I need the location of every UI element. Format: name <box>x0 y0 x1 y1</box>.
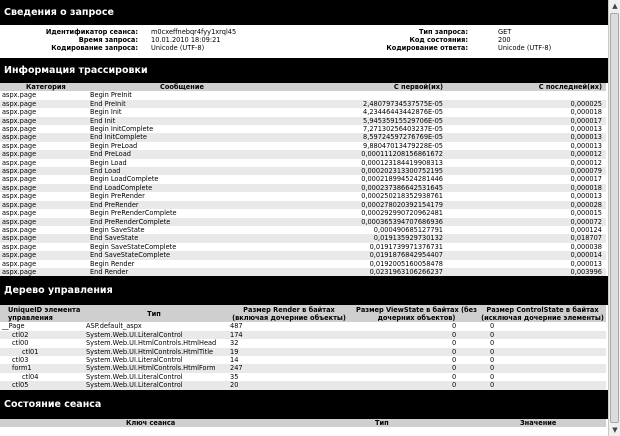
control-row <box>0 356 606 364</box>
trace-message: Begin Init <box>90 108 122 117</box>
ctrl-render-size: 174 <box>224 331 354 339</box>
trace-row <box>0 209 606 217</box>
trace-from-first: 0,0231963106266237 <box>283 268 447 276</box>
control-row <box>0 339 606 347</box>
request-row <box>0 44 608 52</box>
trace-from-first: 0,0192005160058478 <box>369 259 443 268</box>
trace-message: End SaveStateComplete <box>88 251 283 259</box>
trace-from-first: 0,000123184419908313 <box>361 158 443 167</box>
trace-from-last: 0,003996 <box>447 268 606 276</box>
trace-row <box>0 234 606 242</box>
trace-row <box>0 251 606 259</box>
trace-row <box>0 142 606 150</box>
ctrl-render-size: 247 <box>224 364 354 372</box>
trace-category: aspx.page <box>2 175 37 184</box>
trace-category: aspx.page <box>2 209 37 218</box>
request-details-header: Сведения о запросе <box>0 0 608 25</box>
trace-row <box>0 108 606 116</box>
control-tree-table <box>0 305 606 389</box>
trace-category: aspx.page <box>0 251 88 259</box>
trace-from-first: 0,000278020392154179 <box>283 201 447 209</box>
request-type-value: GET <box>498 28 512 36</box>
trace-message: End PreInit <box>88 100 283 108</box>
ctrl-render-size: 20 <box>224 381 354 389</box>
trace-from-first: 0,000250218352938761 <box>361 192 443 201</box>
trace-category: aspx.page <box>2 91 37 100</box>
trace-row <box>0 218 606 226</box>
trace-col-category: Категория <box>0 83 88 91</box>
trace-from-first: 0,0191876842954407 <box>283 251 447 259</box>
ctrl-controlstate-size: 0 <box>490 339 495 348</box>
ctrl-col-uniqueid: UniqueID элемента управления <box>0 305 84 322</box>
trace-category: aspx.page <box>0 133 88 141</box>
ctrl-controlstate-size: 0 <box>479 364 606 372</box>
session-col-type: Тип <box>235 419 410 427</box>
trace-from-last <box>447 91 606 99</box>
trace-category: aspx.page <box>0 234 88 242</box>
trace-category: aspx.page <box>2 125 37 134</box>
ctrl-viewstate-size: 0 <box>452 339 457 348</box>
trace-from-first: 0,000218994524281446 <box>361 175 443 184</box>
ctrl-col-viewstate-size: Размер ViewState в байтах (без дочерних объектов) <box>354 305 479 322</box>
trace-from-first: 9,88047013479228E-05 <box>363 141 443 150</box>
ctrl-controlstate-size: 0 <box>490 372 495 381</box>
control-row <box>0 348 606 356</box>
request-encoding-label: Кодирование запроса: <box>51 44 138 53</box>
trace-row <box>0 125 606 133</box>
ctrl-type: System.Web.UI.HtmlControls.HtmlHead <box>86 339 217 348</box>
ctrl-uniqueid: ctl04 <box>22 372 39 381</box>
ctrl-uniqueid: ctl00 <box>12 339 29 348</box>
trace-from-first: 0,0191739971376731 <box>369 242 443 251</box>
trace-category: aspx.page <box>0 268 88 276</box>
trace-from-first: 7,27130256403237E-05 <box>363 125 443 134</box>
ctrl-controlstate-size: 0 <box>490 355 495 364</box>
ctrl-col-render-size: Размер Render в байтах (включая дочерние объекты) <box>224 305 354 322</box>
trace-from-last: 0,000017 <box>447 117 606 125</box>
ctrl-render-size: 487 <box>230 322 243 331</box>
session-id-label: Идентификатор сеанса: <box>45 28 138 36</box>
trace-info-header: Информация трассировки <box>0 58 608 83</box>
trace-from-first: 2,48079734537575E-05 <box>283 100 447 108</box>
trace-col-from-first: С первой(их) <box>283 83 447 91</box>
trace-from-first: 0,000490685127791 <box>373 225 443 234</box>
trace-row <box>0 192 606 200</box>
trace-row <box>0 175 606 183</box>
trace-message: Begin PreRenderComplete <box>90 209 177 218</box>
ctrl-type: ASP.default_aspx <box>86 322 142 331</box>
trace-message: Begin SaveState <box>90 225 145 234</box>
trace-from-first: 0,000202313300752195 <box>283 167 447 175</box>
trace-message: End Render <box>88 268 283 276</box>
ctrl-render-size: 19 <box>224 348 354 356</box>
trace-category: aspx.page <box>0 184 88 192</box>
ctrl-uniqueid: ctl05 <box>0 381 84 389</box>
request-row <box>0 36 608 44</box>
request-time-label: Время запроса: <box>78 36 138 45</box>
ctrl-controlstate-size: 0 <box>479 381 606 389</box>
trace-message: End Init <box>88 117 283 125</box>
vertical-scrollbar[interactable] <box>608 0 620 436</box>
trace-col-message: Сообщение <box>88 83 283 91</box>
ctrl-type: System.Web.UI.HtmlControls.HtmlForm <box>84 364 224 372</box>
ctrl-viewstate-size: 0 <box>354 331 479 339</box>
response-encoding-value: Unicode (UTF-8) <box>498 44 552 53</box>
control-row <box>0 322 606 330</box>
trace-from-first: 4,23446443442876E-05 <box>363 108 443 117</box>
trace-from-last: 0,000079 <box>447 167 606 175</box>
ctrl-viewstate-size: 0 <box>354 381 479 389</box>
trace-from-first: 0,019135929730132 <box>283 234 447 242</box>
trace-message: End PreRender <box>88 201 283 209</box>
trace-message: End InitComplete <box>88 133 283 141</box>
request-type-label: Тип запроса: <box>418 28 468 36</box>
trace-message: End Load <box>88 167 283 175</box>
trace-table <box>0 83 606 276</box>
trace-from-first <box>283 91 447 99</box>
trace-from-first: 0,000111208156861672 <box>283 150 447 158</box>
trace-message: End SaveState <box>88 234 283 242</box>
control-row <box>0 381 606 389</box>
trace-message: Begin InitComplete <box>90 125 154 134</box>
trace-category: aspx.page <box>0 218 88 226</box>
trace-message: Begin PreRender <box>90 192 145 201</box>
scrollbar-thumb[interactable] <box>610 13 619 423</box>
trace-row <box>0 100 606 108</box>
ctrl-viewstate-size: 0 <box>452 372 457 381</box>
trace-from-last: 0,000012 <box>570 158 602 167</box>
trace-category: aspx.page <box>0 150 88 158</box>
ctrl-controlstate-size: 0 <box>490 322 495 331</box>
trace-from-first: 8,59724597276769E-05 <box>283 133 447 141</box>
trace-from-last: 0,000124 <box>570 225 602 234</box>
trace-message: Begin Render <box>90 259 135 268</box>
trace-from-last: 0,000038 <box>570 242 602 251</box>
trace-category: aspx.page <box>0 201 88 209</box>
ctrl-viewstate-size: 0 <box>452 322 457 331</box>
session-id-value: m0cxeffnebqr4fyy1xrql45 <box>151 28 237 36</box>
trace-row <box>0 133 606 141</box>
trace-from-last: 0,000018 <box>447 184 606 192</box>
control-row <box>0 373 606 381</box>
ctrl-render-size: 14 <box>230 355 239 364</box>
trace-from-last: 0,000072 <box>447 218 606 226</box>
trace-category: aspx.page <box>2 141 37 150</box>
request-time-value: 10.01.2010 18:09:21 <box>151 36 221 45</box>
trace-from-last: 0,000013 <box>447 133 606 141</box>
ctrl-uniqueid: ctl01 <box>0 348 84 356</box>
trace-from-last: 0,000014 <box>447 251 606 259</box>
trace-row <box>0 167 606 175</box>
scroll-down-arrow-icon[interactable]: ▼ <box>612 426 618 434</box>
trace-row <box>0 260 606 268</box>
trace-from-first: 0,000237386642531645 <box>283 184 447 192</box>
ctrl-uniqueid: ctl02 <box>0 331 84 339</box>
session-state-header: Состояние сеанса <box>0 390 608 419</box>
request-details <box>0 25 608 58</box>
trace-message: End LoadComplete <box>88 184 283 192</box>
ctrl-viewstate-size: 0 <box>354 348 479 356</box>
trace-category: aspx.page <box>2 242 37 251</box>
request-encoding-value: Unicode (UTF-8) <box>151 44 205 53</box>
trace-category: aspx.page <box>2 158 37 167</box>
trace-from-first: 5,94535915529706E-05 <box>283 117 447 125</box>
control-row <box>0 364 606 372</box>
trace-row <box>0 184 606 192</box>
ctrl-type: System.Web.UI.LiteralControl <box>86 355 183 364</box>
control-row <box>0 331 606 339</box>
trace-category: aspx.page <box>2 108 37 117</box>
trace-row <box>0 226 606 234</box>
trace-from-last: 0,000025 <box>447 100 606 108</box>
trace-row <box>0 117 606 125</box>
trace-from-first: 0,000365394707686936 <box>283 218 447 226</box>
trace-row <box>0 159 606 167</box>
ctrl-viewstate-size: 0 <box>354 364 479 372</box>
trace-row <box>0 91 606 99</box>
trace-category: aspx.page <box>2 225 37 234</box>
ctrl-render-size: 32 <box>230 339 239 348</box>
trace-from-last: 0,000018 <box>570 108 602 117</box>
trace-category: aspx.page <box>2 192 37 201</box>
status-code-label: Код состояния: <box>409 36 468 45</box>
trace-from-last: 0,000028 <box>447 201 606 209</box>
trace-from-last: 0,000017 <box>570 175 602 184</box>
ctrl-type: System.Web.UI.LiteralControl <box>84 331 224 339</box>
trace-message: Begin PreInit <box>90 91 132 100</box>
trace-from-last: 0,000013 <box>570 125 602 134</box>
ctrl-controlstate-size: 0 <box>479 348 606 356</box>
trace-from-last: 0,000013 <box>570 259 602 268</box>
trace-row <box>0 243 606 251</box>
trace-from-last: 0,018707 <box>447 234 606 242</box>
session-col-value: Значение <box>410 419 606 427</box>
response-encoding-label: Кодирование ответа: <box>386 44 468 53</box>
ctrl-controlstate-size: 0 <box>479 331 606 339</box>
trace-message: Begin SaveStateComplete <box>90 242 177 251</box>
trace-message: Begin Load <box>90 158 127 167</box>
request-row <box>0 28 608 36</box>
trace-message: Begin LoadComplete <box>90 175 159 184</box>
ctrl-type: System.Web.UI.LiteralControl <box>86 372 183 381</box>
trace-row <box>0 201 606 209</box>
ctrl-uniqueid: __Page <box>2 322 25 331</box>
ctrl-uniqueid: form1 <box>0 364 84 372</box>
control-tree-header: Дерево управления <box>0 276 608 305</box>
ctrl-col-type: Тип <box>84 305 224 322</box>
ctrl-type: System.Web.UI.HtmlControls.HtmlTitle <box>84 348 224 356</box>
trace-category: aspx.page <box>2 259 37 268</box>
trace-row <box>0 268 606 276</box>
trace-category: aspx.page <box>0 167 88 175</box>
trace-from-last: 0,000013 <box>570 141 602 150</box>
trace-from-last: 0,000012 <box>447 150 606 158</box>
trace-message: Begin PreLoad <box>90 141 138 150</box>
session-state-table <box>0 419 606 427</box>
trace-from-last: 0,000013 <box>570 192 602 201</box>
ctrl-render-size: 35 <box>230 372 239 381</box>
session-col-key: Ключ сеанса <box>0 419 235 427</box>
trace-from-first: 0,000292990720962481 <box>361 209 443 218</box>
trace-category: aspx.page <box>0 100 88 108</box>
ctrl-type: System.Web.UI.LiteralControl <box>84 381 224 389</box>
trace-category: aspx.page <box>0 117 88 125</box>
trace-message: End PreLoad <box>88 150 283 158</box>
scroll-up-arrow-icon[interactable]: ▲ <box>612 2 618 10</box>
ctrl-uniqueid: ctl03 <box>12 355 29 364</box>
trace-row <box>0 150 606 158</box>
ctrl-viewstate-size: 0 <box>452 355 457 364</box>
trace-message: End PreRenderComplete <box>88 218 283 226</box>
trace-col-from-last: С последней(их) <box>447 83 606 91</box>
trace-from-last: 0,000015 <box>570 209 602 218</box>
ctrl-col-controlstate-size: Размер ControlState в байтах (исключая дочерние элементы) <box>479 305 606 322</box>
status-code-value: 200 <box>498 36 511 45</box>
